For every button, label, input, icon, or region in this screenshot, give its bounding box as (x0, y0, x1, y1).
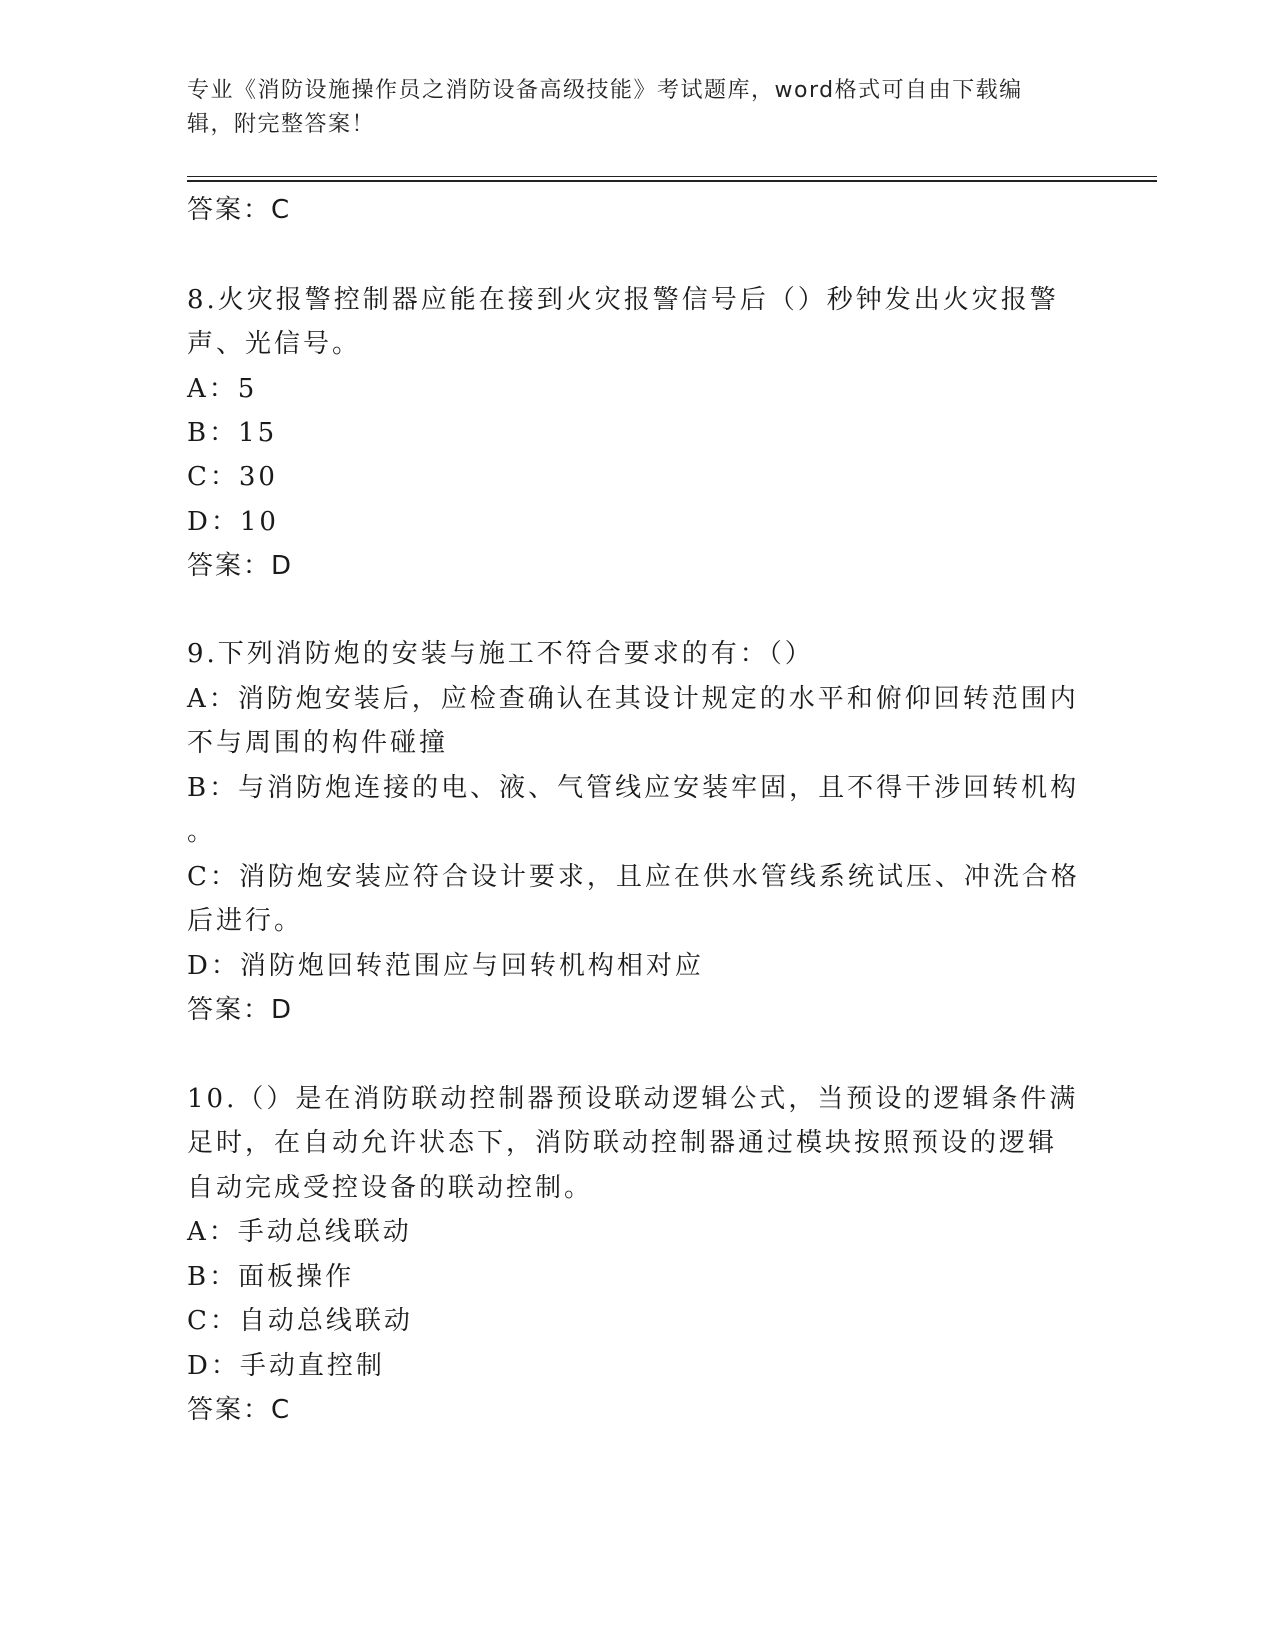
question-8-option-c: C：30 (187, 462, 278, 492)
question-9-answer: 答案：D (187, 995, 294, 1025)
question-8-line-2: 声、光信号。 (187, 329, 362, 359)
question-10-option-c: C：自动总线联动 (187, 1306, 413, 1336)
question-10-line-3: 自动完成受控设备的联动控制。 (187, 1173, 594, 1203)
header-line-2: 辑，附完整答案！ (187, 112, 376, 137)
question-9-option-c-line-2: 后进行。 (187, 906, 304, 936)
question-8-option-b: B：15 (187, 418, 278, 448)
question-10-option-b: B：面板操作 (187, 1262, 355, 1292)
answer-line: 答案：C (187, 195, 292, 225)
header-divider-thick (187, 180, 1157, 182)
question-10-answer: 答案：C (187, 1395, 292, 1425)
question-8-line-1: 8.火灾报警控制器应能在接到火灾报警信号后（）秒钟发出火灾报警 (187, 285, 1059, 315)
question-9-option-a-line-2: 不与周围的构件碰撞 (187, 728, 449, 758)
question-9-option-d: D：消防炮回转范围应与回转机构相对应 (187, 951, 704, 981)
question-10-option-a: A：手动总线联动 (187, 1217, 412, 1247)
header-divider-thin (187, 176, 1157, 177)
question-10-option-d: D：手动直控制 (187, 1351, 385, 1381)
question-10-line-1: 10.（）是在消防联动控制器预设联动逻辑公式，当预设的逻辑条件满 (187, 1084, 1079, 1114)
question-9-option-b-line-2: 。 (187, 817, 217, 847)
question-9-option-c-line-1: C：消防炮安装应符合设计要求，且应在供水管线系统试压、冲洗合格 (187, 862, 1080, 892)
question-9-line-1: 9.下列消防炮的安装与施工不符合要求的有：（） (187, 639, 814, 669)
question-8-option-a: A：5 (187, 374, 258, 404)
question-9-option-b-line-1: B：与消防炮连接的电、液、气管线应安装牢固，且不得干涉回转机构 (187, 773, 1080, 803)
document-header (187, 74, 1087, 142)
question-8-answer: 答案：D (187, 551, 294, 581)
question-10-line-2: 足时，在自动允许状态下，消防联动控制器通过模块按照预设的逻辑 (187, 1128, 1058, 1158)
question-8-option-d: D：10 (187, 507, 279, 537)
header-line-1: 专业《消防设施操作员之消防设备高级技能》考试题库，word格式可自由下载编 (187, 78, 1023, 103)
question-9-option-a-line-1: A：消防炮安装后，应检查确认在其设计规定的水平和俯仰回转范围内 (187, 684, 1079, 714)
